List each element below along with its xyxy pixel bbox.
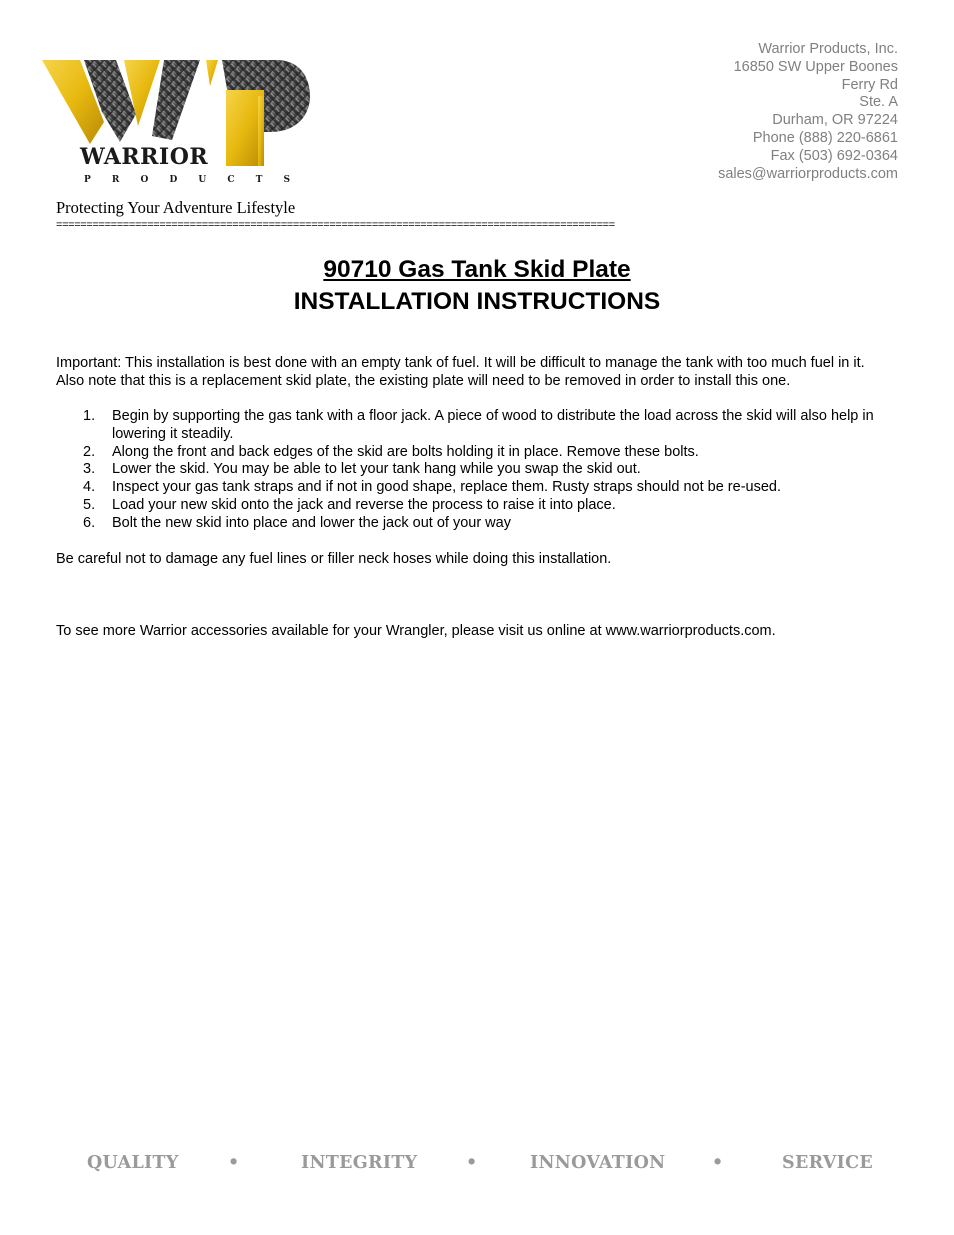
step-number: 1.	[83, 408, 96, 424]
instructions-heading: INSTALLATION INSTRUCTIONS	[293, 288, 661, 315]
footer-service: SERVICE	[782, 1153, 874, 1173]
company-name: Warrior Products, Inc.	[758, 41, 898, 57]
footer-quality: QUALITY	[87, 1153, 179, 1173]
visit-website-note: To see more Warrior accessories available for your Wrangler, please visit us online at www.warriorproducts.com.	[56, 623, 776, 639]
step-text: Lower the skid. You may be able to let your tank hang while you swap the skid out.	[112, 461, 641, 478]
step-number: 6.	[83, 514, 96, 531]
warrior-products-logo	[40, 56, 312, 184]
svg-text:P R O D U C T S: P R O D U C T S	[84, 175, 300, 184]
footer-innovation: INNOVATION	[530, 1153, 666, 1173]
footer-separator: •	[228, 1153, 240, 1173]
caution-note: Be careful not to damage any fuel lines or filler neck hoses while doing this installation.	[56, 551, 612, 567]
step-text: Bolt the new skid into place and lower the jack out of your way	[112, 514, 511, 531]
step-text: Load your new skid onto the jack and reverse the process to raise it into place.	[112, 496, 616, 513]
footer-separator: •	[466, 1153, 478, 1173]
company-phone: Phone (888) 220-6861	[752, 129, 898, 146]
step-item	[56, 479, 896, 497]
step-number: 3.	[83, 461, 96, 478]
step-item	[56, 497, 896, 515]
step-item	[56, 444, 896, 462]
footer-integrity: INTEGRITY	[301, 1153, 418, 1173]
company-fax: Fax (503) 692-0364	[770, 147, 898, 164]
installation-steps	[56, 408, 896, 533]
page-title	[0, 254, 954, 318]
footer-values	[56, 1153, 896, 1179]
step-text: Along the front and back edges of the skid are bolts holding it in place. Remove these bolts.	[112, 443, 699, 460]
tagline: Protecting Your Adventure Lifestyle	[56, 198, 296, 217]
step-item	[56, 461, 896, 479]
step-item	[56, 515, 896, 533]
step-text: Inspect your gas tank straps and if not in good shape, replace them. Rusty straps should not be re-used.	[112, 479, 781, 496]
company-city: Durham, OR 97224	[772, 112, 898, 129]
company-suite: Ste. A	[859, 94, 898, 111]
footer-separator: •	[712, 1153, 724, 1173]
svg-text:WARRIOR: WARRIOR	[80, 144, 209, 170]
step-text: Begin by supporting the gas tank with a floor jack. A piece of wood to distribute the load across the skid will also help in lowering it steadily.	[112, 408, 874, 442]
step-number: 4.	[83, 479, 96, 496]
step-number: 2.	[83, 443, 96, 460]
product-title: 90710 Gas Tank Skid Plate	[323, 256, 631, 283]
important-note: Important: This installation is best done with an empty tank of fuel. It will be difficult to manage the tank with too much fuel in it. Also note that this is a replacement skid plate, the existing plate will need to be removed in order to install this one.	[56, 355, 865, 389]
company-street-2: Ferry Rd	[841, 76, 898, 93]
company-address	[718, 41, 898, 183]
company-email[interactable]: sales@warriorproducts.com	[718, 165, 898, 182]
step-number: 5.	[83, 496, 96, 513]
step-item	[56, 408, 896, 444]
company-street: 16850 SW Upper Boones	[733, 58, 898, 75]
header-rule: ============================================================================================	[56, 219, 615, 231]
